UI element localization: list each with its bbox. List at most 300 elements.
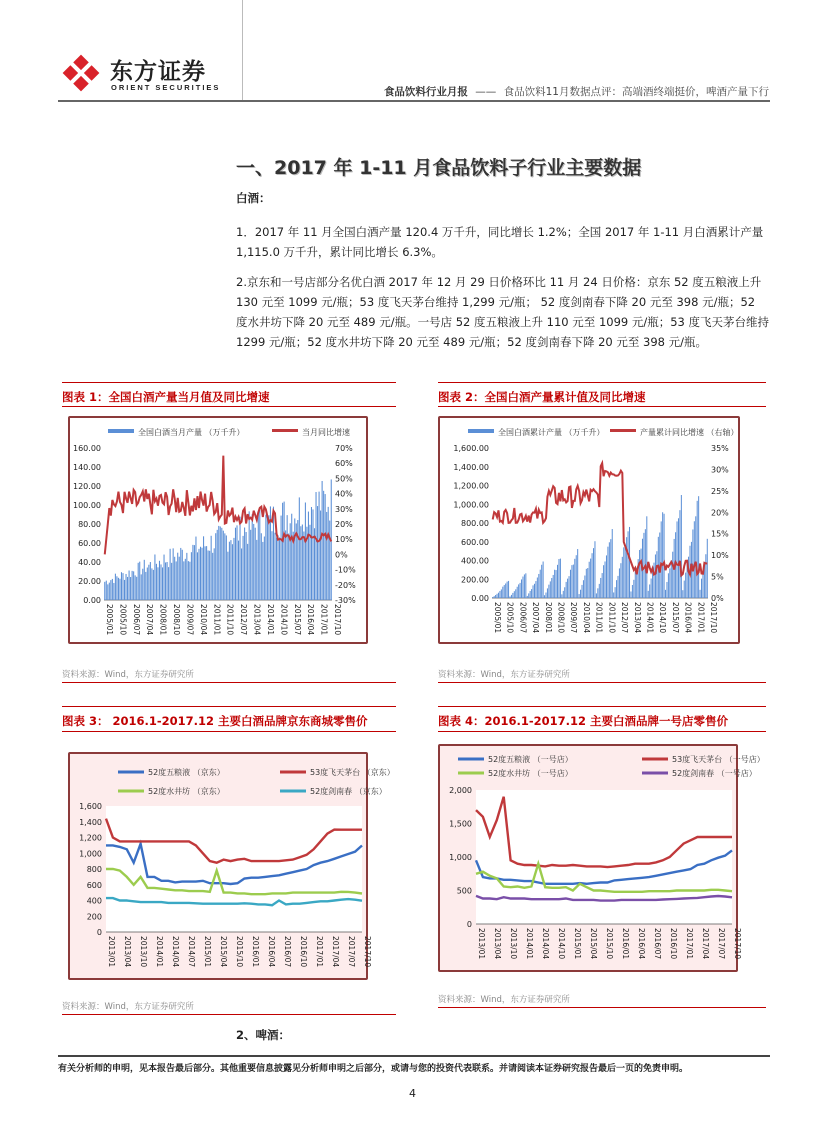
- x-tick-label: 2016/04: [683, 602, 693, 634]
- bar: [240, 517, 241, 600]
- bar: [619, 568, 620, 598]
- bar: [648, 591, 649, 598]
- y-tick-label: 1,400: [79, 817, 102, 827]
- bar: [205, 546, 206, 600]
- bar: [596, 593, 597, 598]
- bar: [682, 590, 683, 598]
- x-tick-label: 2014/10: [279, 604, 289, 636]
- bar: [576, 555, 577, 598]
- x-tick-label: 2014/01: [155, 936, 164, 968]
- x-tick-label: 2014/10: [658, 602, 668, 634]
- bar: [138, 563, 139, 600]
- figure-3-source: 资料来源：Wind，东方证券研究所: [62, 1002, 194, 1012]
- bar: [312, 509, 313, 600]
- legend-label: 53度飞天茅台 （京东）: [310, 768, 395, 777]
- legend-label: 52度水井坊 （京东）: [148, 787, 225, 796]
- bar: [602, 573, 603, 598]
- bar: [502, 587, 503, 598]
- bar: [244, 528, 245, 600]
- bar: [692, 529, 693, 598]
- bar: [597, 588, 598, 598]
- figure-2-title: 图表 2：全国白酒产量累计值及同比增速: [438, 390, 646, 404]
- bar: [274, 533, 275, 600]
- bar: [246, 532, 247, 600]
- y-left-tick-label: 1,400.00: [453, 462, 489, 472]
- bar: [243, 536, 244, 600]
- x-tick-label: 2015/04: [589, 928, 598, 960]
- x-tick-label: 2017/10: [333, 604, 342, 636]
- x-tick-label: 2014/01: [525, 928, 534, 960]
- bar: [607, 547, 608, 598]
- x-tick-label: 2010/04: [198, 604, 208, 636]
- x-tick-label: 2016/01: [251, 936, 260, 968]
- bar: [544, 595, 545, 598]
- bar: [232, 544, 233, 600]
- x-tick-label: 2014/04: [171, 936, 180, 968]
- x-tick-label: 2005/10: [118, 604, 128, 636]
- y-left-tick-label: 80.00: [78, 520, 101, 529]
- x-tick-label: 2016/04: [637, 928, 646, 960]
- bar: [185, 559, 186, 600]
- bar: [220, 526, 221, 600]
- bar: [170, 549, 171, 600]
- y-tick-label: 400: [86, 896, 102, 906]
- bar: [553, 575, 554, 598]
- y-tick-label: 1,600: [79, 802, 102, 811]
- bar: [323, 491, 324, 600]
- bar: [151, 568, 152, 600]
- y-tick-label: 2,000: [449, 786, 472, 795]
- y-tick-label: 0: [466, 920, 472, 929]
- header-rule: [58, 100, 770, 102]
- y-right-tick-label: 30%: [335, 504, 353, 514]
- bar: [639, 550, 640, 598]
- bar: [259, 510, 260, 600]
- bar: [641, 549, 642, 598]
- bar: [537, 578, 538, 598]
- bar: [517, 587, 518, 598]
- bar: [148, 565, 149, 600]
- bar: [113, 583, 114, 600]
- chart-1-frame: [68, 416, 368, 644]
- bar: [217, 530, 218, 600]
- figure-2-source: 资料来源：Wind，东方证券研究所: [438, 670, 570, 680]
- bar: [612, 529, 613, 598]
- bar: [153, 570, 154, 600]
- bar: [524, 574, 525, 598]
- bar: [665, 590, 666, 598]
- x-tick-label: 2011/01: [212, 604, 222, 636]
- bar: [159, 561, 160, 600]
- bar: [141, 574, 142, 600]
- bar: [580, 590, 581, 598]
- bar: [655, 554, 656, 598]
- bar: [329, 521, 330, 600]
- bar: [211, 536, 212, 600]
- bar: [653, 563, 654, 598]
- bar: [531, 589, 532, 598]
- logo: [58, 52, 104, 94]
- y-right-tick-label: -10%: [335, 565, 356, 575]
- bar: [630, 591, 631, 598]
- bar: [281, 516, 282, 600]
- bar: [229, 542, 230, 600]
- bar: [527, 596, 528, 598]
- figure-4-source-rule: [438, 1007, 766, 1008]
- bar: [677, 521, 678, 598]
- bar: [325, 494, 326, 600]
- bar: [593, 548, 594, 598]
- bar: [278, 535, 279, 600]
- bar: [522, 577, 523, 598]
- bar: [233, 538, 234, 600]
- legend-label: 52度剑南春 （京东）: [310, 787, 387, 796]
- bar: [183, 561, 184, 600]
- bar: [284, 502, 285, 600]
- bar: [609, 542, 610, 598]
- legend-label-line: 当月同比增速: [302, 428, 350, 437]
- y-right-tick-label: 10%: [335, 535, 353, 545]
- bar: [548, 585, 549, 598]
- legend-label-line: 产量累计同比增速 （右轴）: [640, 428, 739, 437]
- y-left-tick-label: 0.00: [83, 596, 101, 605]
- bar: [681, 495, 682, 598]
- bar: [288, 534, 289, 600]
- bar: [501, 589, 502, 598]
- bar: [188, 561, 189, 600]
- bar: [554, 570, 555, 598]
- bar: [130, 577, 131, 600]
- x-tick-label: 2017/01: [696, 602, 706, 634]
- bar: [308, 512, 309, 600]
- plot-area: [476, 790, 732, 924]
- bar: [177, 553, 178, 600]
- y-right-tick-label: 20%: [335, 520, 353, 529]
- report-type: 食品饮料行业月报: [383, 86, 468, 98]
- x-tick-label: 2013/10: [139, 936, 148, 968]
- y-right-tick-label: 20%: [711, 508, 729, 518]
- bar: [566, 582, 567, 598]
- bar: [267, 514, 268, 600]
- figure-1-source-rule: [62, 682, 396, 683]
- x-tick-label: 2016/04: [267, 936, 276, 968]
- bar: [492, 597, 493, 598]
- bar: [189, 562, 190, 600]
- chart-3: [70, 754, 395, 978]
- bar: [507, 582, 508, 598]
- bar: [643, 533, 644, 598]
- bar: [584, 576, 585, 598]
- bar: [198, 549, 199, 600]
- paragraph-1: 1．2017 年 11 月全国白酒产量 120.4 万千升，同比增长 1.2%；全国 2017 年 1-11 月白酒累计产量 1,115.0 万千升，累计同比增长 6.3%。: [236, 225, 764, 259]
- logo-mark-icon: [58, 52, 104, 94]
- bar: [668, 573, 669, 598]
- legend-swatch-bar: [468, 429, 494, 433]
- x-tick-label: 2017/10: [363, 936, 372, 968]
- y-left-tick-label: 160.00: [73, 444, 101, 453]
- y-tick-label: 200: [86, 912, 102, 922]
- bar: [520, 583, 521, 598]
- bar: [328, 507, 329, 600]
- x-tick-label: 2015/10: [235, 936, 244, 968]
- y-left-tick-label: 0.00: [471, 594, 489, 603]
- bar: [530, 591, 531, 598]
- bar: [679, 510, 680, 598]
- x-tick-label: 2010/04: [581, 602, 591, 634]
- bar: [707, 539, 708, 598]
- y-left-tick-label: 200.00: [461, 575, 489, 585]
- legend-label: 52度剑南春 （一号店）: [672, 769, 757, 778]
- y-tick-label: 500: [456, 886, 472, 896]
- bar: [139, 562, 140, 600]
- bar: [192, 545, 193, 600]
- x-tick-label: 2015/01: [203, 936, 212, 968]
- bar: [276, 538, 277, 600]
- figure-2-rule-bottom: [438, 406, 766, 407]
- bar: [620, 563, 621, 598]
- figure-2-rule: [438, 382, 766, 383]
- y-right-tick-label: 30%: [711, 465, 729, 475]
- bar: [698, 496, 699, 598]
- x-tick-label: 2012/07: [239, 604, 249, 636]
- bar: [512, 593, 513, 598]
- bar: [564, 587, 565, 598]
- y-left-tick-label: 20.00: [78, 577, 101, 586]
- bar: [498, 593, 499, 598]
- bar: [218, 526, 219, 600]
- y-left-tick-label: 140.00: [73, 463, 101, 472]
- figure-4-source: 资料来源：Wind，东方证券研究所: [438, 995, 570, 1005]
- y-tick-label: 1,200: [79, 833, 102, 843]
- bar: [600, 578, 601, 598]
- bar: [569, 576, 570, 598]
- bar: [133, 571, 134, 600]
- footer-rule: [58, 1055, 770, 1057]
- y-right-tick-label: 40%: [335, 489, 353, 499]
- bar: [287, 515, 288, 600]
- x-tick-label: 2013/04: [493, 928, 502, 960]
- x-tick-label: 2008/01: [158, 604, 168, 636]
- bar: [573, 565, 574, 598]
- bar: [258, 515, 259, 600]
- bar: [633, 580, 634, 598]
- bar: [121, 572, 122, 600]
- bar: [156, 564, 157, 600]
- bar: [570, 570, 571, 598]
- bar: [285, 530, 286, 600]
- bar: [563, 591, 564, 598]
- figure-4-rule-bottom: [438, 731, 766, 732]
- logo-name-cn: 东方证券: [110, 59, 206, 85]
- bar: [147, 568, 148, 600]
- bar: [616, 580, 617, 598]
- bar: [577, 549, 578, 598]
- x-tick-label: 2013/04: [252, 604, 262, 636]
- bar: [261, 533, 262, 600]
- bar: [115, 574, 116, 600]
- bar: [302, 525, 303, 600]
- figure-1-title: 图表 1：全国白酒产量当月值及同比增速: [62, 390, 270, 404]
- bar: [224, 533, 225, 600]
- bar: [195, 537, 196, 600]
- bar: [599, 584, 600, 598]
- bar: [678, 518, 679, 598]
- bar: [672, 552, 673, 598]
- legend-label: 52度五粮液 （京东）: [148, 768, 225, 777]
- bar: [535, 581, 536, 598]
- bar: [109, 583, 110, 600]
- header-vertical-rule: [242, 0, 243, 100]
- y-left-tick-label: 40.00: [78, 558, 101, 567]
- bar: [311, 507, 312, 600]
- bar: [180, 548, 181, 600]
- bar: [551, 578, 552, 598]
- figure-4-title: 图表 4：2016.1-2017.12 主要白酒品牌一号店零售价: [438, 714, 729, 728]
- bar: [590, 559, 591, 598]
- bar: [268, 515, 269, 600]
- bar: [316, 492, 317, 600]
- bar: [525, 573, 526, 598]
- bar: [579, 594, 580, 598]
- bar: [583, 580, 584, 598]
- x-tick-label: 2017/04: [701, 928, 710, 960]
- bar: [249, 511, 250, 600]
- x-tick-label: 2017/04: [331, 936, 340, 968]
- bar: [160, 564, 161, 600]
- bar: [528, 593, 529, 598]
- bar: [119, 579, 120, 600]
- y-tick-label: 0: [96, 928, 102, 937]
- y-tick-label: 1,000: [79, 849, 102, 859]
- bar: [290, 523, 291, 600]
- bar: [326, 512, 327, 600]
- bar: [610, 539, 611, 598]
- bar: [206, 546, 207, 600]
- bar: [317, 506, 318, 600]
- bar: [241, 548, 242, 600]
- bar: [154, 554, 155, 600]
- chart-4: [440, 746, 765, 970]
- bar: [662, 512, 663, 598]
- y-left-tick-label: 400.00: [461, 556, 489, 566]
- bar: [499, 591, 500, 598]
- x-tick-label: 2008/10: [556, 602, 566, 634]
- bar: [666, 582, 667, 598]
- figure-3-source-rule: [62, 1014, 396, 1015]
- bar: [547, 588, 548, 598]
- bar: [617, 576, 618, 598]
- y-right-tick-label: 10%: [711, 551, 729, 561]
- x-tick-label: 2011/10: [225, 604, 235, 636]
- bar: [197, 552, 198, 600]
- bar: [255, 528, 256, 600]
- bar: [497, 594, 498, 598]
- bar: [167, 562, 168, 600]
- x-tick-label: 2008/10: [172, 604, 182, 636]
- bar: [664, 514, 665, 598]
- bar: [592, 553, 593, 598]
- x-tick-label: 2014/04: [541, 928, 550, 960]
- x-tick-label: 2016/07: [283, 936, 292, 968]
- y-tick-label: 1,000: [449, 853, 472, 862]
- y-tick-label: 1,500: [449, 819, 472, 829]
- page-number: 4: [409, 1087, 416, 1100]
- x-tick-label: 2016/10: [299, 936, 308, 968]
- bar: [322, 481, 323, 600]
- bar: [168, 567, 169, 600]
- legend-swatch-line: [272, 429, 298, 432]
- bar: [540, 570, 541, 598]
- header-dash: ——: [475, 86, 497, 98]
- x-tick-label: 2012/07: [620, 602, 630, 634]
- section-title: 一、2017 年 1-11 月食品饮料子行业主要数据: [236, 157, 642, 179]
- bar: [221, 528, 222, 600]
- bar: [646, 516, 647, 598]
- bar: [273, 507, 274, 600]
- y-right-tick-label: 60%: [335, 459, 353, 469]
- bar: [236, 525, 237, 600]
- x-tick-label: 2016/10: [669, 928, 678, 960]
- bar: [212, 553, 213, 600]
- legend-label-bar: 全国白酒累计产量 （万千升）: [498, 428, 605, 437]
- x-tick-label: 2007/04: [531, 602, 541, 634]
- bar: [253, 524, 254, 600]
- bar: [314, 528, 315, 600]
- x-tick-label: 2008/01: [543, 602, 553, 634]
- bar: [305, 502, 306, 600]
- bar: [606, 555, 607, 598]
- bar: [561, 594, 562, 598]
- legend-label: 52度水井坊 （一号店）: [488, 769, 573, 778]
- bar: [250, 530, 251, 600]
- y-left-tick-label: 1,600.00: [453, 444, 489, 453]
- logo-name-en: ORIENT SECURITIES: [111, 83, 221, 92]
- x-tick-label: 2017/10: [709, 602, 718, 634]
- bar: [623, 547, 624, 598]
- x-tick-label: 2017/07: [347, 936, 356, 968]
- bar: [247, 544, 248, 600]
- x-tick-label: 2013/01: [107, 936, 116, 968]
- bar: [176, 561, 177, 600]
- x-tick-label: 2013/01: [477, 928, 486, 960]
- bar: [223, 531, 224, 600]
- bar: [558, 559, 559, 598]
- bar: [171, 563, 172, 600]
- bar: [299, 497, 300, 600]
- y-tick-label: 600: [86, 880, 102, 890]
- bar: [215, 533, 216, 600]
- bar: [504, 585, 505, 598]
- bar: [282, 503, 283, 600]
- bar: [165, 562, 166, 600]
- x-tick-label: 2014/01: [645, 602, 655, 634]
- legend-swatch-line: [610, 429, 636, 432]
- bar: [514, 591, 515, 598]
- x-tick-label: 2007/04: [145, 604, 155, 636]
- chart-4-frame: [438, 744, 765, 972]
- bar: [534, 584, 535, 598]
- legend-label: 53度飞天茅台 （一号店）: [672, 755, 765, 764]
- beer-label: 2、啤酒：: [236, 1028, 291, 1042]
- bar: [511, 595, 512, 598]
- x-tick-label: 2005/01: [105, 604, 114, 636]
- x-tick-label: 2014/10: [557, 928, 566, 960]
- bar: [127, 577, 128, 600]
- y-right-tick-label: -30%: [335, 596, 356, 605]
- bar: [508, 581, 509, 598]
- header-report-title: [384, 84, 769, 99]
- bar: [543, 562, 544, 598]
